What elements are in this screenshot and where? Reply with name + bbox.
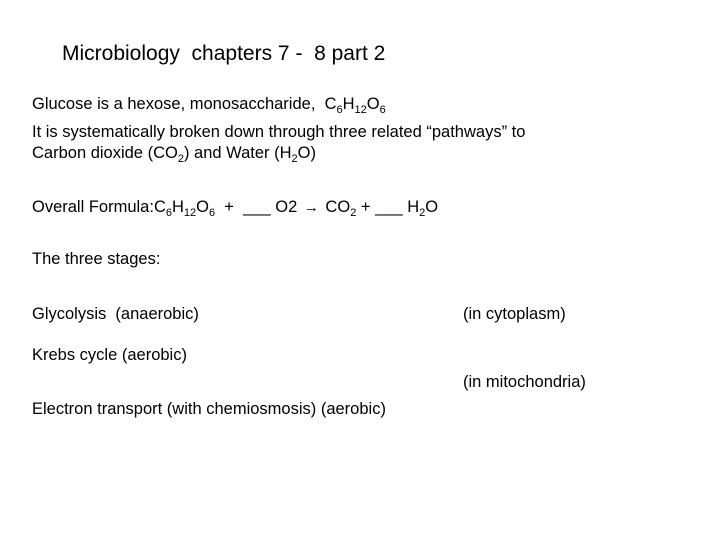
intro-line-2: It is systematically broken down through three related “pathways” to (32, 123, 526, 141)
location-cytoplasm: (in cytoplasm) (463, 305, 566, 323)
formula-part: + (215, 198, 244, 216)
fill-in-blank: ___ (375, 198, 403, 216)
subscript: 6 (209, 207, 216, 219)
stage-electron-transport: Electron transport (with chemiosmosis) (aerobic) (32, 400, 386, 418)
intro-text: Glucose is a hexose, monosaccharide, C (32, 95, 337, 113)
formula-part: O (366, 95, 380, 113)
formula-part: CO (320, 198, 351, 216)
stage-glycolysis: Glycolysis (anaerobic) (32, 305, 199, 323)
intro-text: O) (297, 144, 317, 162)
intro-line-3 (32, 143, 316, 163)
stage-krebs: Krebs cycle (aerobic) (32, 346, 187, 364)
fill-in-blank: ___ (243, 198, 271, 216)
formula-part: H (342, 95, 355, 113)
overall-formula (32, 197, 438, 218)
subscript: 6 (336, 104, 343, 116)
subscript: 2 (291, 153, 298, 165)
formula-part: + (356, 198, 376, 216)
subscript: 12 (183, 207, 197, 219)
subscript: 6 (379, 104, 386, 116)
subscript: 2 (350, 207, 357, 219)
formula-label: Overall Formula:C (32, 198, 166, 216)
slide-title: Microbiology chapters 7 - 8 part 2 (62, 42, 386, 65)
subscript: 12 (354, 104, 367, 116)
formula-part: O (196, 198, 210, 216)
intro-text: Carbon dioxide (CO (32, 144, 178, 162)
stages-heading: The three stages: (32, 250, 161, 268)
subscript: 2 (419, 207, 426, 219)
subscript: 2 (177, 153, 184, 165)
formula-part: H (402, 198, 420, 216)
right-arrow-icon: → (303, 199, 319, 216)
location-mitochondria: (in mitochondria) (463, 373, 586, 391)
formula-part: H (172, 198, 184, 216)
formula-part: O (425, 198, 439, 216)
intro-line-1 (32, 94, 386, 114)
intro-text: ) and Water (H (183, 144, 292, 162)
formula-part: O2 (270, 198, 302, 216)
subscript: 6 (165, 207, 172, 219)
